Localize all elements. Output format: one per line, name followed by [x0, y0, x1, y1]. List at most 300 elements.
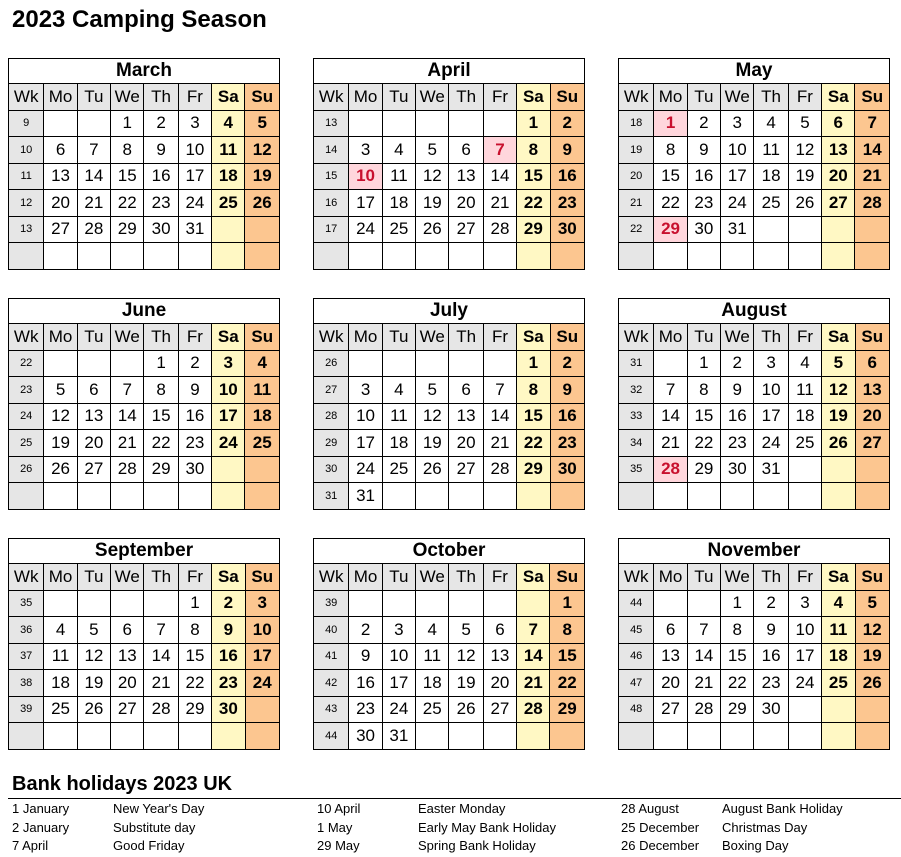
day-cell: 25: [416, 696, 449, 723]
day-cell: 2: [178, 350, 211, 377]
day-cell: [517, 590, 550, 617]
day-cell: 21: [111, 430, 144, 457]
weekday-header: Tu: [382, 84, 415, 111]
week-row: [619, 723, 890, 750]
week-row: [9, 350, 280, 377]
day-cell: [382, 243, 415, 270]
day-cell: 21: [654, 430, 687, 457]
day-cell: 21: [855, 163, 890, 190]
week-row: [314, 590, 585, 617]
day-cell: 8: [517, 137, 550, 164]
week-number: [619, 483, 654, 510]
week-number: 22: [9, 350, 44, 377]
bank-holiday-name: Easter Monday: [418, 801, 506, 816]
weekday-header: Fr: [788, 564, 821, 591]
day-cell: [822, 243, 855, 270]
day-cell: [517, 243, 550, 270]
day-cell: [382, 483, 415, 510]
weekday-header: Su: [550, 84, 584, 111]
day-cell: 23: [178, 430, 211, 457]
week-number: 38: [9, 670, 44, 697]
weekday-header: Mo: [654, 564, 687, 591]
day-cell: 14: [111, 403, 144, 430]
weekday-header: We: [416, 564, 449, 591]
weekday-header: Tu: [77, 564, 110, 591]
week-number: 32: [619, 377, 654, 404]
week-number: 31: [619, 350, 654, 377]
day-cell: 11: [382, 163, 415, 190]
day-cell: [855, 243, 890, 270]
day-cell: 26: [855, 670, 889, 697]
day-cell: [449, 110, 483, 137]
day-cell: [483, 483, 516, 510]
day-cell: 4: [382, 137, 415, 164]
day-cell: [416, 590, 449, 617]
day-cell: 14: [855, 137, 890, 164]
weekday-header: Mo: [44, 84, 77, 111]
bank-holiday-date: 1 May: [317, 819, 353, 835]
week-row: [9, 430, 280, 457]
week-row: [9, 696, 280, 723]
day-cell: 20: [855, 403, 889, 430]
day-cell: 16: [178, 403, 211, 430]
day-cell: 1: [550, 590, 585, 617]
weekday-header: Tu: [687, 84, 720, 111]
day-cell: 7: [654, 377, 687, 404]
day-cell: 7: [111, 377, 144, 404]
day-cell: 7: [483, 377, 516, 404]
day-cell: [687, 723, 720, 750]
day-cell: [44, 110, 77, 137]
week-row: [619, 243, 890, 270]
week-number: 15: [314, 163, 349, 190]
day-cell: 17: [349, 430, 382, 457]
day-cell: 29: [721, 696, 754, 723]
weekday-header: Sa: [517, 84, 550, 111]
month-october: [313, 538, 584, 753]
day-cell: 26: [416, 216, 449, 243]
day-cell: 27: [449, 456, 483, 483]
weekday-header: Sa: [212, 324, 245, 351]
page-title: 2023 Camping Season: [12, 6, 267, 33]
week-header: Wk: [619, 564, 654, 591]
day-cell: 17: [212, 403, 245, 430]
week-header: Wk: [619, 84, 654, 111]
week-number: [9, 243, 44, 270]
week-number: 24: [9, 403, 44, 430]
day-cell: [44, 350, 77, 377]
day-cell: 6: [654, 617, 687, 644]
day-cell: 3: [245, 590, 279, 617]
week-row: [314, 483, 585, 510]
day-cell: 17: [721, 163, 754, 190]
week-number: 18: [619, 110, 654, 137]
day-cell: [654, 590, 687, 617]
day-cell: [822, 723, 855, 750]
day-cell: [483, 350, 516, 377]
week-number: 13: [314, 110, 349, 137]
day-cell: 11: [44, 643, 77, 670]
day-cell: 15: [654, 163, 687, 190]
day-cell: 12: [855, 617, 889, 644]
day-cell: 12: [416, 163, 449, 190]
week-row: [314, 216, 585, 243]
day-cell: 2: [349, 617, 382, 644]
day-cell: 29: [517, 216, 550, 243]
day-cell: 15: [517, 163, 550, 190]
day-cell: 28: [144, 696, 178, 723]
day-cell: 18: [788, 403, 821, 430]
day-cell: 10: [212, 377, 245, 404]
week-row: [9, 190, 280, 217]
day-cell: [855, 723, 889, 750]
day-cell: 24: [245, 670, 279, 697]
day-cell: [144, 243, 178, 270]
day-cell: [517, 483, 550, 510]
month-august: [618, 298, 889, 513]
week-row: [619, 110, 890, 137]
week-number: 44: [314, 723, 349, 750]
week-number: 36: [9, 617, 44, 644]
weekday-header: Fr: [178, 84, 211, 111]
day-cell: 16: [212, 643, 245, 670]
day-cell: 2: [550, 110, 584, 137]
day-cell: [349, 243, 382, 270]
day-cell: 9: [550, 377, 584, 404]
week-number: 43: [314, 696, 349, 723]
week-row: [314, 723, 585, 750]
day-cell: 13: [44, 163, 77, 190]
day-cell: 8: [687, 377, 720, 404]
weekday-header: Sa: [212, 564, 245, 591]
weekday-header: Th: [144, 564, 178, 591]
day-cell: 20: [654, 670, 687, 697]
day-cell: 5: [788, 110, 821, 137]
day-cell: 21: [687, 670, 720, 697]
day-cell: 3: [349, 377, 382, 404]
weekday-header: Su: [855, 324, 889, 351]
week-number: 39: [9, 696, 44, 723]
day-cell: 5: [449, 617, 483, 644]
day-cell: 10: [382, 643, 415, 670]
day-cell: 26: [416, 456, 449, 483]
weekday-header: Su: [245, 84, 280, 111]
day-cell: 8: [721, 617, 754, 644]
day-cell: [111, 590, 144, 617]
week-row: [619, 163, 890, 190]
week-row: [314, 377, 585, 404]
weekday-header: Fr: [788, 324, 821, 351]
day-cell: 25: [822, 670, 855, 697]
day-cell: 18: [382, 190, 415, 217]
day-cell: 4: [382, 377, 415, 404]
day-cell: 24: [349, 216, 382, 243]
day-cell: 5: [77, 617, 110, 644]
day-cell: 9: [721, 377, 754, 404]
day-cell: 5: [822, 350, 855, 377]
day-cell: [111, 243, 144, 270]
day-cell: 13: [449, 403, 483, 430]
day-cell: [416, 483, 449, 510]
week-number: 41: [314, 643, 349, 670]
day-cell: 14: [654, 403, 687, 430]
week-number: 29: [314, 430, 349, 457]
day-cell: 9: [144, 137, 178, 164]
day-cell: 25: [212, 190, 245, 217]
weekday-header: We: [111, 564, 144, 591]
day-cell: 12: [44, 403, 77, 430]
day-cell: 2: [212, 590, 245, 617]
day-cell: [754, 483, 788, 510]
day-cell: 18: [822, 643, 855, 670]
week-row: [9, 110, 280, 137]
weekday-header: Fr: [788, 84, 821, 111]
day-cell: 18: [754, 163, 788, 190]
day-cell: [382, 110, 415, 137]
day-cell: [721, 243, 754, 270]
day-cell: [144, 723, 178, 750]
day-cell: [349, 110, 382, 137]
day-cell: 20: [483, 670, 516, 697]
day-cell: 23: [550, 430, 584, 457]
day-cell: 9: [178, 377, 211, 404]
day-cell: [111, 350, 144, 377]
day-cell: 9: [754, 617, 788, 644]
day-cell: 8: [517, 377, 550, 404]
day-cell: 20: [822, 163, 855, 190]
holiday-day-cell: 29: [654, 216, 687, 243]
day-cell: 21: [483, 430, 516, 457]
weekday-header: Mo: [349, 84, 382, 111]
day-cell: 23: [349, 696, 382, 723]
week-number: 12: [9, 190, 44, 217]
day-cell: 15: [687, 403, 720, 430]
day-cell: 5: [245, 110, 280, 137]
day-cell: 27: [44, 216, 77, 243]
day-cell: [517, 723, 550, 750]
day-cell: [822, 696, 855, 723]
week-row: [314, 430, 585, 457]
day-cell: 28: [77, 216, 110, 243]
day-cell: [77, 110, 110, 137]
holiday-day-cell: 7: [483, 137, 516, 164]
week-row: [9, 456, 280, 483]
day-cell: 15: [517, 403, 550, 430]
day-cell: 6: [77, 377, 110, 404]
weekday-header: Sa: [212, 84, 245, 111]
weekday-header: Th: [754, 324, 788, 351]
week-row: [9, 643, 280, 670]
day-cell: 4: [416, 617, 449, 644]
day-cell: [721, 723, 754, 750]
week-number: 10: [9, 137, 44, 164]
day-cell: [449, 243, 483, 270]
weekday-header: Su: [855, 84, 890, 111]
day-cell: 3: [382, 617, 415, 644]
day-cell: 26: [245, 190, 280, 217]
week-row: [9, 403, 280, 430]
weekday-header: We: [416, 84, 449, 111]
day-cell: [245, 723, 279, 750]
bank-holiday-name: Spring Bank Holiday: [418, 838, 536, 853]
weekday-header: Sa: [517, 564, 550, 591]
weekday-header: Sa: [822, 84, 855, 111]
weekday-header: We: [721, 84, 754, 111]
week-number: 9: [9, 110, 44, 137]
week-number: 40: [314, 617, 349, 644]
day-cell: 21: [77, 190, 110, 217]
day-cell: 18: [382, 430, 415, 457]
day-cell: 19: [788, 163, 821, 190]
day-cell: 31: [382, 723, 415, 750]
week-row: [314, 190, 585, 217]
bank-holiday-name: New Year's Day: [113, 801, 205, 816]
day-cell: [855, 216, 890, 243]
month-name: June: [9, 299, 280, 324]
month-name: August: [619, 299, 890, 324]
week-row: [619, 350, 890, 377]
day-cell: [687, 243, 720, 270]
day-cell: [44, 590, 77, 617]
day-cell: 2: [721, 350, 754, 377]
day-cell: [788, 456, 821, 483]
bank-holidays-title: Bank holidays 2023 UK: [12, 773, 233, 795]
week-number: 17: [314, 216, 349, 243]
day-cell: 16: [144, 163, 178, 190]
day-cell: 1: [721, 590, 754, 617]
day-cell: 28: [517, 696, 550, 723]
day-cell: 10: [754, 377, 788, 404]
day-cell: 10: [349, 403, 382, 430]
month-may: [618, 58, 889, 273]
day-cell: 4: [212, 110, 245, 137]
weekday-header: Tu: [687, 564, 720, 591]
day-cell: 14: [144, 643, 178, 670]
day-cell: [77, 350, 110, 377]
weekday-header: We: [721, 564, 754, 591]
day-cell: 7: [144, 617, 178, 644]
day-cell: [111, 483, 144, 510]
day-cell: 12: [788, 137, 821, 164]
day-cell: 23: [550, 190, 584, 217]
day-cell: 2: [754, 590, 788, 617]
day-cell: [416, 243, 449, 270]
day-cell: 1: [111, 110, 144, 137]
day-cell: 28: [111, 456, 144, 483]
day-cell: [178, 483, 211, 510]
day-cell: 5: [416, 137, 449, 164]
bank-holiday-name: August Bank Holiday: [722, 801, 843, 816]
day-cell: 27: [111, 696, 144, 723]
day-cell: 30: [754, 696, 788, 723]
week-row: [314, 617, 585, 644]
week-row: [9, 590, 280, 617]
day-cell: 27: [77, 456, 110, 483]
day-cell: 10: [788, 617, 821, 644]
day-cell: [212, 456, 245, 483]
day-cell: [550, 243, 584, 270]
week-number: 16: [314, 190, 349, 217]
day-cell: 1: [517, 110, 550, 137]
day-cell: 4: [788, 350, 821, 377]
week-number: 35: [9, 590, 44, 617]
day-cell: [416, 723, 449, 750]
day-cell: [416, 110, 449, 137]
day-cell: [77, 723, 110, 750]
weekday-header: Tu: [687, 324, 720, 351]
day-cell: 3: [178, 110, 211, 137]
day-cell: [178, 723, 211, 750]
month-july: [313, 298, 584, 513]
day-cell: 27: [855, 430, 889, 457]
bank-holiday-date: 29 May: [317, 838, 360, 853]
week-number: 14: [314, 137, 349, 164]
day-cell: 20: [449, 430, 483, 457]
day-cell: 11: [245, 377, 280, 404]
day-cell: 22: [178, 670, 211, 697]
week-row: [314, 163, 585, 190]
week-number: 46: [619, 643, 654, 670]
day-cell: 2: [144, 110, 178, 137]
day-cell: [77, 243, 110, 270]
day-cell: [245, 483, 280, 510]
week-number: [619, 723, 654, 750]
day-cell: 6: [44, 137, 77, 164]
week-number: 26: [9, 456, 44, 483]
weekday-header: Th: [449, 84, 483, 111]
week-row: [9, 670, 280, 697]
week-row: [619, 670, 890, 697]
day-cell: 4: [245, 350, 280, 377]
day-cell: [449, 350, 483, 377]
day-cell: 19: [416, 430, 449, 457]
day-cell: [449, 723, 483, 750]
month-november: [618, 538, 889, 753]
month-name: July: [314, 299, 585, 324]
day-cell: 22: [144, 430, 178, 457]
day-cell: 13: [855, 377, 889, 404]
day-cell: [212, 243, 245, 270]
day-cell: [483, 590, 516, 617]
week-row: [9, 137, 280, 164]
day-cell: [822, 483, 855, 510]
month-name: May: [619, 59, 890, 84]
day-cell: 9: [212, 617, 245, 644]
day-cell: [654, 350, 687, 377]
week-header: Wk: [314, 564, 349, 591]
week-number: 27: [314, 377, 349, 404]
weekday-header: Su: [550, 324, 584, 351]
weekday-header: We: [111, 84, 144, 111]
month-april: [313, 58, 584, 273]
day-cell: 8: [178, 617, 211, 644]
day-cell: 1: [144, 350, 178, 377]
day-cell: 23: [754, 670, 788, 697]
day-cell: 16: [687, 163, 720, 190]
day-cell: 10: [178, 137, 211, 164]
day-cell: 27: [449, 216, 483, 243]
bank-holiday-name: Substitute day: [113, 819, 196, 835]
day-cell: 22: [111, 190, 144, 217]
week-number: [314, 243, 349, 270]
week-row: [619, 696, 890, 723]
day-cell: 25: [754, 190, 788, 217]
day-cell: 29: [144, 456, 178, 483]
day-cell: [144, 483, 178, 510]
day-cell: 17: [382, 670, 415, 697]
day-cell: 18: [416, 670, 449, 697]
day-cell: 22: [654, 190, 687, 217]
